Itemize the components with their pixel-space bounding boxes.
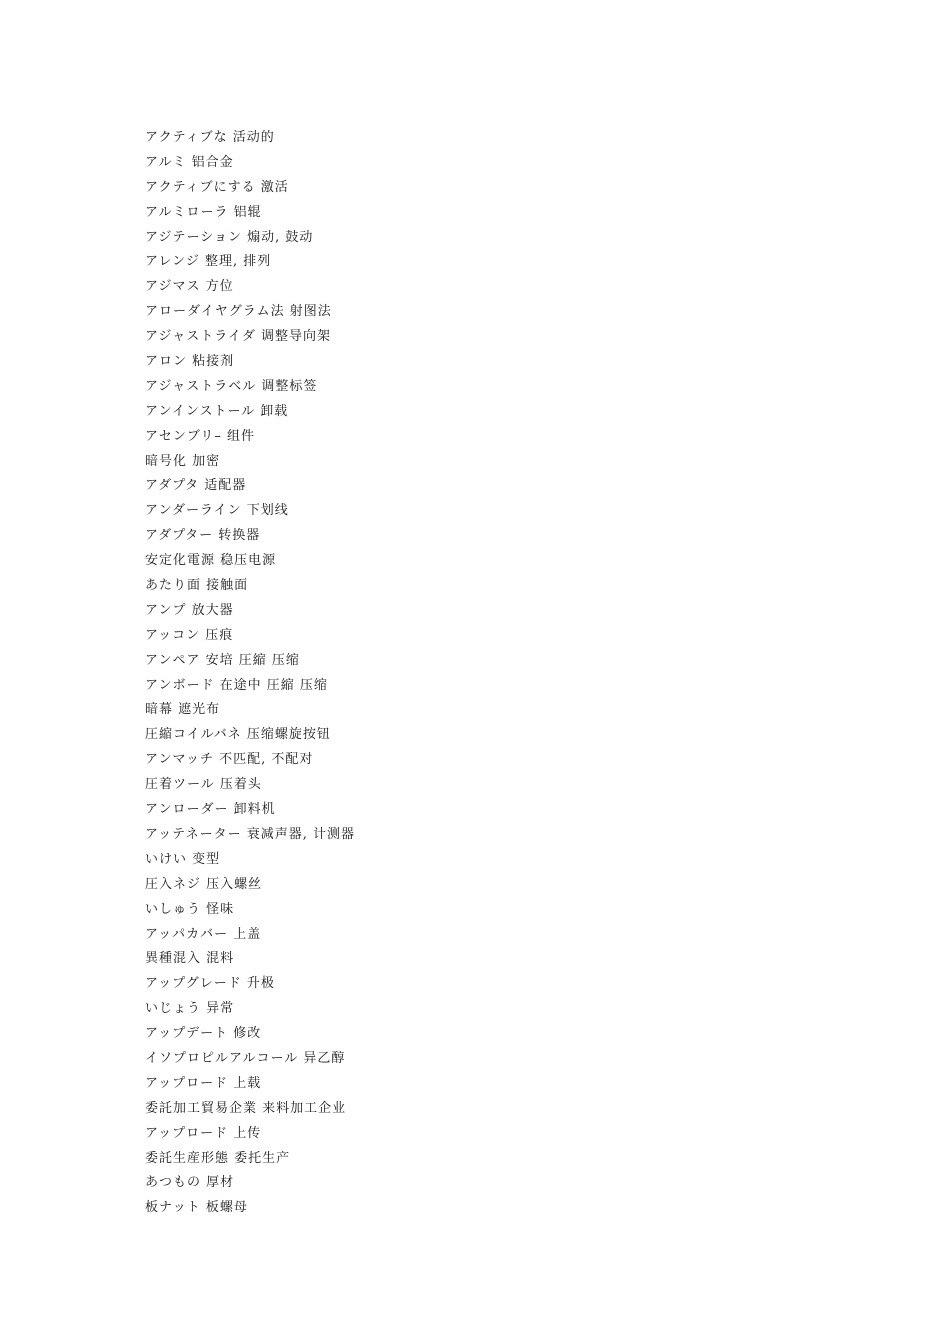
glossary-entry: いけい 变型 [145,851,221,867]
glossary-entry: アッコン 压痕 [145,627,234,643]
glossary-entry: アップロード 上载 [145,1075,262,1091]
glossary-entry: アップロード 上传 [145,1125,262,1141]
glossary-entry: アルミ 铝合金 [145,154,234,170]
glossary-entry: アンインストール 卸载 [145,403,289,419]
glossary-entry: アジマス 方位 [145,279,234,295]
glossary-entry: いしゅう 怪味 [145,901,235,917]
glossary-entry: アップグレード 升极 [145,976,275,992]
glossary-entry: アンペア 安培 圧縮 压缩 [145,652,300,668]
glossary-entry: あたり面 接触面 [145,578,249,594]
glossary-entry: あつもの 厚材 [145,1175,235,1191]
glossary-entry: 委託生産形態 委托生产 [145,1150,291,1166]
glossary-list [145,126,355,1221]
glossary-entry: いじょう 异常 [145,1001,235,1017]
glossary-entry: 圧入ネジ 压入螺丝 [145,876,263,892]
glossary-entry: 圧着ツール 压着头 [145,777,262,793]
glossary-entry: アンダーライン 下划线 [145,503,289,519]
glossary-entry: アッパカバー 上盖 [145,926,262,942]
glossary-entry: アッテネーター 衰减声器, 计测器 [145,826,355,842]
glossary-entry: アップデート 修改 [145,1026,262,1042]
glossary-entry: アジャストラベル 调整标签 [145,378,318,394]
glossary-entry: アンローダー 卸料机 [145,802,276,818]
glossary-entry: アダプター 转换器 [145,528,261,544]
glossary-entry: イソプロピルアルコール 异乙醇 [145,1050,346,1066]
glossary-entry: アレンジ 整理, 排列 [145,254,272,270]
glossary-entry: 委託加工貿易企業 来料加工企业 [145,1100,347,1116]
glossary-entry: アクティブにする 激活 [145,179,289,195]
glossary-entry: アセンブリ– 组件 [145,428,255,444]
glossary-entry: アローダイヤグラム法 射图法 [145,304,332,320]
glossary-entry: 暗号化 加密 [145,453,221,469]
glossary-entry: 異種混入 混料 [145,951,235,967]
glossary-entry: アンマッチ 不匹配, 不配对 [145,752,314,768]
glossary-entry: アジテーション 煽动, 鼓动 [145,229,314,245]
glossary-entry: アンボード 在途中 圧縮 压缩 [145,677,328,693]
glossary-entry: 板ナット 板螺母 [145,1200,248,1216]
glossary-entry: 安定化電源 稳压电源 [145,553,277,569]
glossary-entry: アルミローラ 铝辊 [145,204,262,220]
glossary-entry: アジャストライダ 调整导向架 [145,329,331,345]
glossary-entry: アクティブな 活动的 [145,130,275,145]
glossary-entry: アロン 粘接剂 [145,354,235,370]
glossary-entry: アダプタ 适配器 [145,478,247,494]
glossary-entry: 圧縮コイルバネ 压缩螺旋按钮 [145,727,331,743]
glossary-entry: 暗幕 遮光布 [145,702,221,718]
glossary-entry: アンプ 放大器 [145,602,234,618]
